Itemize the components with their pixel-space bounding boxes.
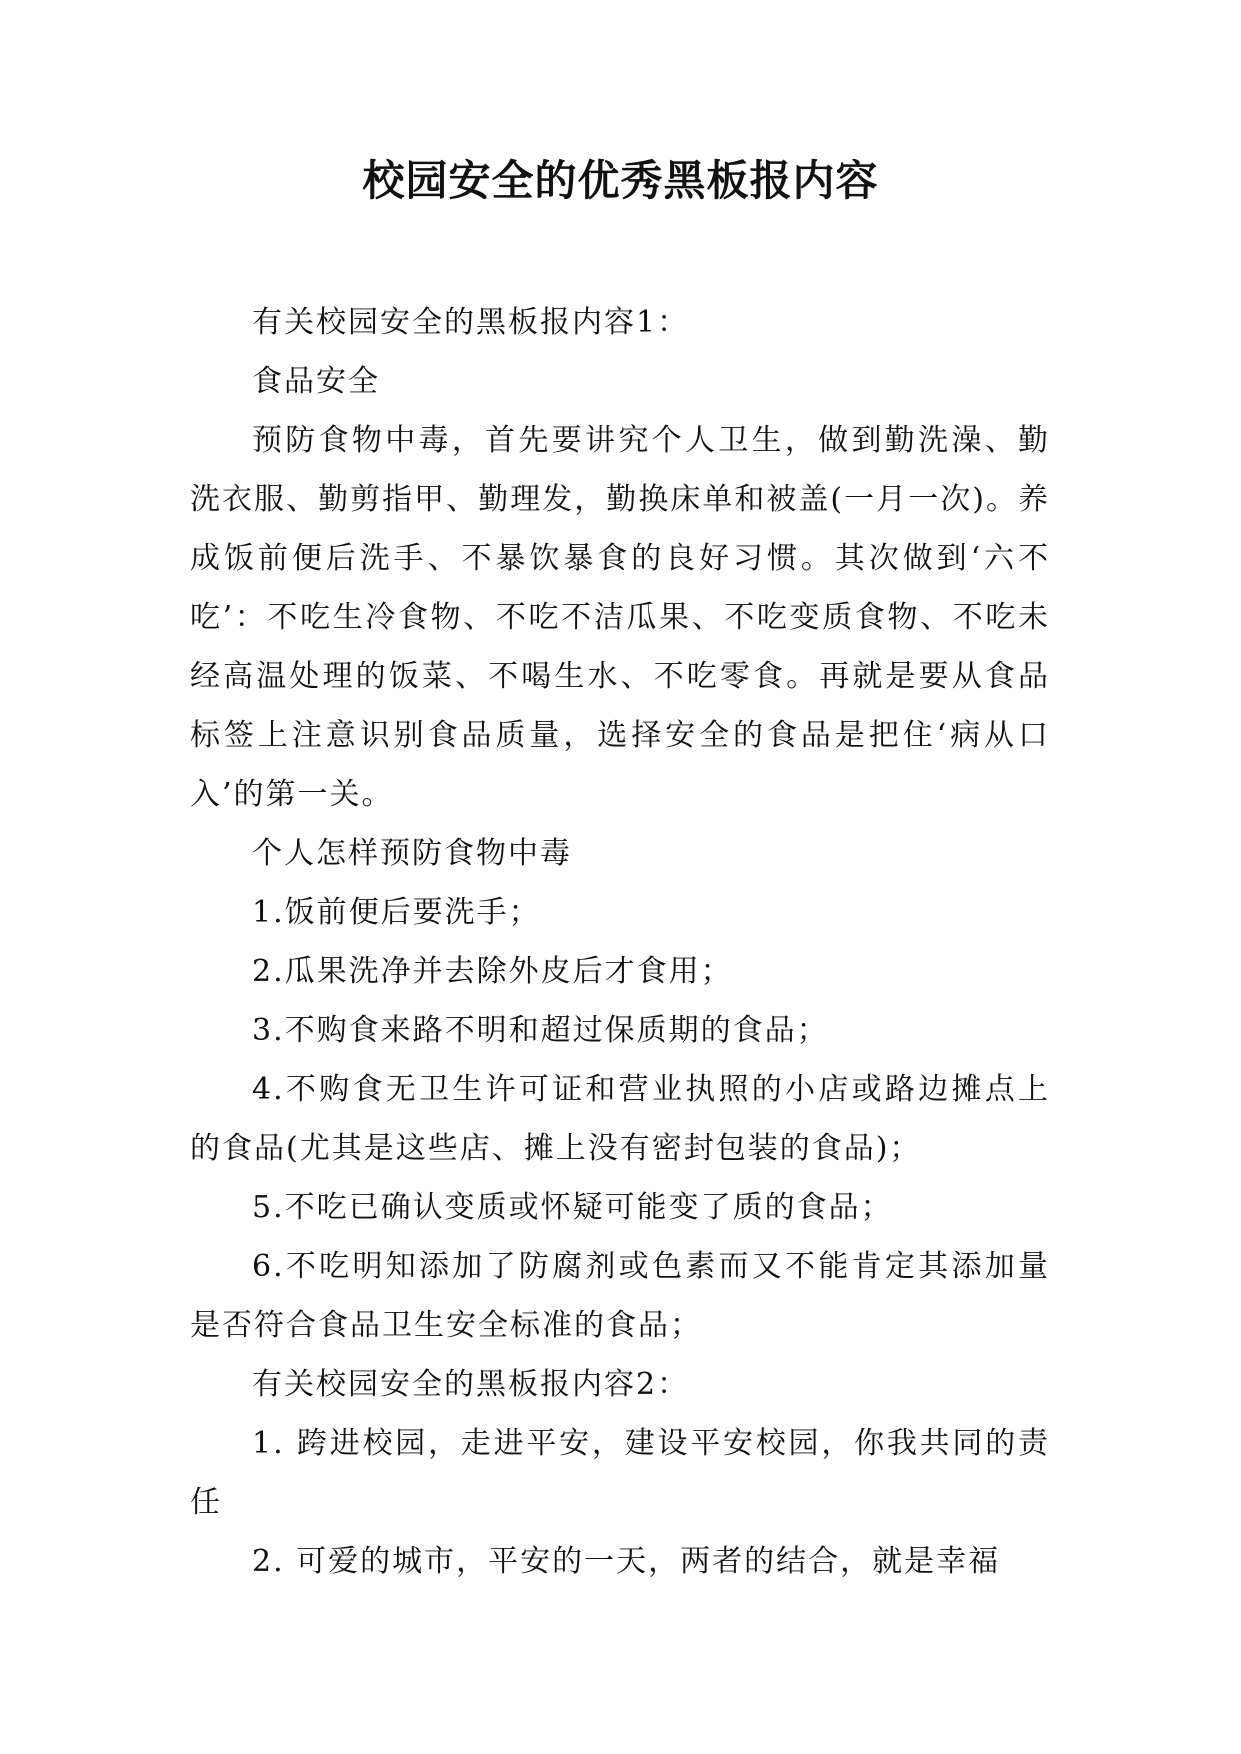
document-title: 校园安全的优秀黑板报内容 bbox=[362, 156, 879, 205]
list-item-5: 5.不吃已确认变质或怀疑可能变了质的食品； bbox=[252, 1190, 893, 1225]
paragraph-personal-prevention-heading: 个人怎样预防食物中毒 bbox=[252, 836, 572, 871]
document-body bbox=[190, 293, 1050, 1591]
paragraph-heading-2: 有关校园安全的黑板报内容2： bbox=[252, 1367, 690, 1402]
list-item-4: 4.不购食无卫生许可证和营业执照的小店或路边摊点上的食品(尤其是这些店、摊上没有密封包装的食品)； bbox=[190, 1072, 1050, 1166]
paragraph-heading-1: 有关校园安全的黑板报内容1： bbox=[252, 305, 690, 340]
list-item-3: 3.不购食来路不明和超过保质期的食品； bbox=[252, 1013, 829, 1048]
list-item-6: 6.不吃明知添加了防腐剂或色素而又不能肯定其添加量是否符合食品卫生安全标准的食品； bbox=[190, 1249, 1050, 1343]
slogan-1: 1. 跨进校园，走进平安，建设平安校园，你我共同的责任 bbox=[190, 1426, 1050, 1520]
paragraph-food-safety-heading: 食品安全 bbox=[252, 364, 380, 399]
list-item-2: 2.瓜果洗净并去除外皮后才食用； bbox=[252, 954, 733, 989]
slogan-2: 2. 可爱的城市，平安的一天，两者的结合，就是幸福 bbox=[252, 1544, 1001, 1579]
list-item-1: 1.饭前便后要洗手； bbox=[252, 895, 541, 930]
paragraph-food-poisoning-prevention: 预防食物中毒，首先要讲究个人卫生，做到勤洗澡、勤洗衣服、勤剪指甲、勤理发，勤换床单和被盖(一月一次)。养成饭前便后洗手、不暴饮暴食的良好习惯。其次做到‘六不吃’：不吃生冷食物、不吃不洁瓜果、不吃变质食物、不吃未经高温处理的饭菜、不喝生水、不吃零食。再就是要从食品标签上注意识别食品质量，选择安全的食品是把住‘病从口入’的第一关。 bbox=[190, 423, 1050, 812]
